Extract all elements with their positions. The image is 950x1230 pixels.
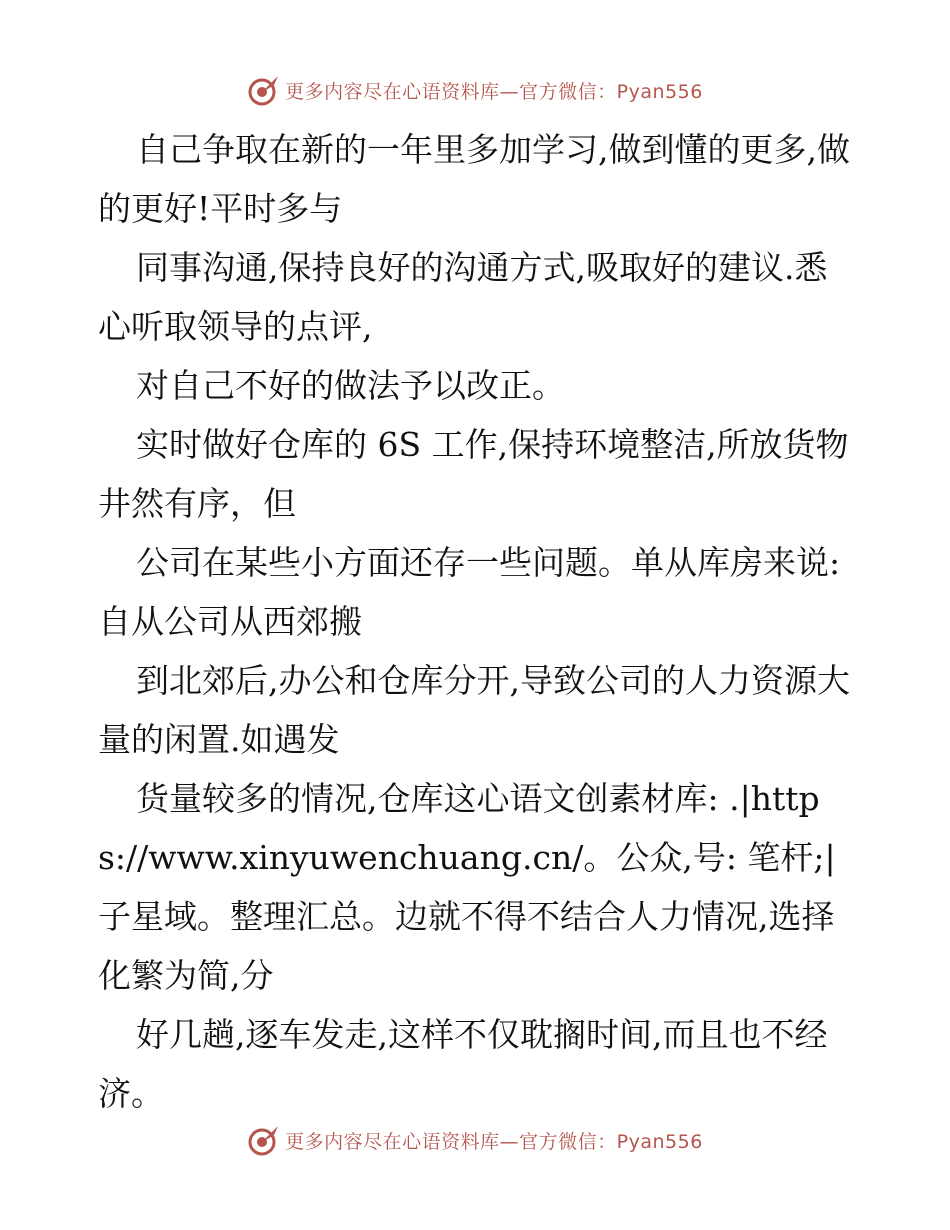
quill-logo-icon [247, 73, 281, 107]
paragraph: 同事沟通,保持良好的沟通方式,吸取好的建议.悉心听取领导的点评, [98, 248, 828, 346]
paragraph: 到北郊后,办公和仓库分开,导致公司的人力资源大量的闲置.如遇发 [98, 661, 850, 759]
quill-logo-icon [247, 1123, 281, 1157]
paragraph: 货量较多的情况,仓库这心语文创素材库: .|https://www.xinyuwenchuang.cn/。公众,号: 笔杆;|子星域。整理汇总。边就不得不结合人力情况,选择化繁为简,分 [98, 779, 836, 995]
footer-banner [0, 1120, 950, 1160]
document-body [98, 120, 858, 1123]
paragraph: 好几趟,逐车发走,这样不仅耽搁时间,而且也不经济。 [98, 1015, 828, 1113]
paragraph: 实时做好仓库的 6S 工作,保持环境整洁,所放货物井然有序，但 [98, 425, 849, 523]
paragraph: 公司在某些小方面还存一些问题。单从库房来说:自从公司从西郊搬 [98, 543, 841, 641]
header-banner [0, 70, 950, 110]
paragraph: 对自己不好的做法予以改正。 [136, 366, 565, 405]
footer-banner-text: 更多内容尽在心语资料库—官方微信：Pyan556 [285, 1130, 703, 1153]
paragraph: 自己争取在新的一年里多加学习,做到懂的更多,做的更好!平时多与 [98, 130, 850, 228]
header-banner-text: 更多内容尽在心语资料库—官方微信：Pyan556 [285, 80, 703, 103]
